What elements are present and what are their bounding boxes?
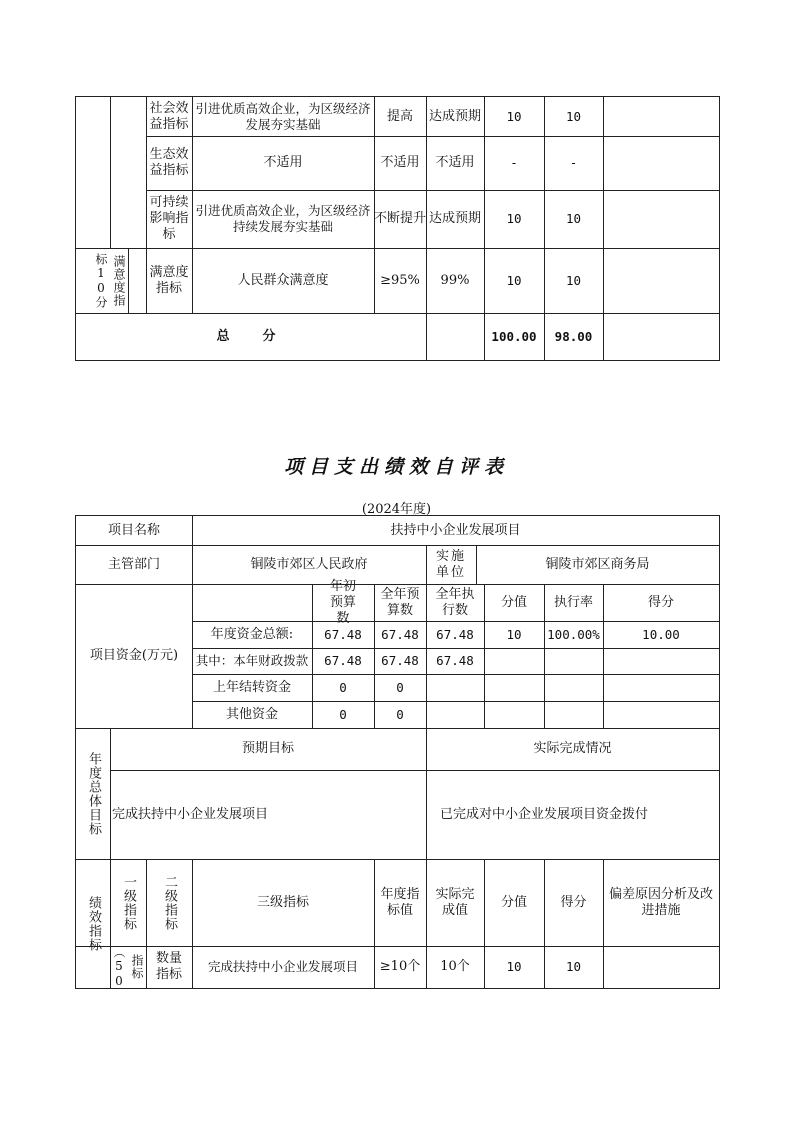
target-eco: 不适用: [380, 155, 420, 170]
actual-social: 达成预期: [428, 108, 481, 124]
goals-label: 年度总体目标: [86, 751, 101, 836]
funds-row0-c2: 67.48: [436, 626, 474, 642]
perf-row-level1-a: 指标: [130, 954, 144, 980]
funds-label: 项目资金(万元): [89, 648, 179, 663]
perf-row-level2: 数量指标: [155, 951, 182, 982]
funds-row0-c3: 10: [506, 626, 522, 642]
indicator-sustain: 可持续影响指标: [149, 195, 189, 242]
self-evaluation-table: [75, 515, 720, 989]
funds-row3-c1: 0: [396, 706, 404, 722]
perf-row-score-value: 10: [506, 959, 522, 974]
indicator-eco: 生态效益指标: [149, 147, 189, 178]
funds-row3-label: 其他资金: [225, 706, 278, 722]
score-value-satisfaction: 10: [506, 272, 522, 288]
actual-satisfaction: 99%: [440, 272, 470, 288]
project-name-value: 扶持中小企业发展项目: [390, 522, 521, 538]
funds-header-3: 分值: [500, 594, 527, 610]
funds-header-1: 全年预算数: [380, 586, 420, 618]
perf-row-actual: 10个: [440, 959, 470, 974]
funds-row0-label: 年度资金总额:: [210, 626, 294, 642]
page-title: 项目支出绩效自评表: [283, 456, 509, 478]
score-satisfaction: 10: [565, 272, 582, 288]
funds-header-2: 全年执行数: [435, 586, 475, 618]
perf-row-level3: 完成扶持中小企业发展项目: [207, 959, 358, 974]
year-subtitle: (2024年度): [361, 502, 432, 517]
perf-analysis-header: 偏差原因分析及改进措施: [609, 886, 714, 918]
funds-row0-c0: 67.48: [324, 626, 362, 642]
impl-label: 实施单位: [436, 548, 467, 580]
score-sustain: 10: [565, 211, 582, 226]
total-score-value: 100.00: [491, 328, 537, 344]
score-social: 10: [565, 108, 582, 124]
dept-label: 主管部门: [107, 556, 160, 572]
funds-header-0: 年初预算数: [329, 578, 356, 626]
indicator-satisfaction: 满意度指标: [149, 264, 189, 296]
funds-row1-label: 其中：本年财政拨款: [195, 653, 309, 668]
funds-row0-c1: 67.48: [381, 626, 419, 642]
score-value-eco: -: [510, 155, 518, 170]
perf-score-header: 得分: [560, 894, 587, 910]
perf-level3-header: 三级指标: [256, 894, 309, 910]
funds-row1-c0: 67.48: [324, 653, 362, 668]
perf-actual-header: 实际完成值: [435, 886, 475, 918]
total-label: 总 分: [216, 328, 286, 344]
project-name-label: 项目名称: [107, 522, 160, 538]
funds-header-5: 得分: [647, 594, 674, 610]
funds-row2-c1: 0: [396, 679, 404, 695]
funds-row1-c2: 67.48: [436, 653, 474, 668]
score-value-sustain: 10: [506, 211, 522, 226]
funds-row0-c4: 100.00%: [547, 626, 600, 642]
target-social: 提高: [386, 108, 413, 124]
goals-actual: 已完成对中小企业发展项目资金拨付: [440, 806, 649, 822]
actual-eco: 不适用: [435, 155, 475, 170]
content-satisfaction: 人民群众满意度: [237, 272, 329, 288]
perf-level2-header: 二级指标: [162, 874, 177, 931]
dept-value: 铜陵市郊区人民政府: [250, 556, 368, 572]
goals-expected: 完成扶持中小企业发展项目: [112, 806, 269, 822]
indicator-social: 社会效益指标: [149, 100, 189, 132]
impl-value: 铜陵市郊区商务局: [545, 556, 650, 572]
total-score: 98.00: [554, 328, 593, 344]
perf-level1-header: 一级指标: [121, 874, 136, 931]
target-sustain: 不断提升: [374, 211, 427, 226]
satisfaction-level1-a: 满意度指: [112, 254, 126, 307]
score-eco: -: [569, 155, 578, 170]
target-satisfaction: ≥95%: [380, 272, 420, 288]
performance-table-continued: [75, 96, 720, 361]
goals-expected-header: 预期目标: [241, 741, 294, 756]
perf-label: 绩效指标: [86, 895, 101, 952]
level1-cell-blank: [76, 97, 110, 248]
perf-row-level1-b: （50: [112, 945, 126, 989]
funds-row2-c0: 0: [339, 679, 347, 695]
perf-row-annual: ≥10个: [379, 959, 421, 974]
goals-actual-header: 实际完成情况: [533, 741, 612, 756]
satisfaction-level1-b: 标10分: [94, 252, 108, 309]
funds-row0-c5: 10.00: [642, 626, 680, 642]
perf-score-value-header: 分值: [500, 894, 527, 910]
funds-row1-c1: 67.48: [381, 653, 419, 668]
content-sustain: 引进优质高效企业，为区级经济持续发展夯实基础: [195, 203, 371, 234]
perf-row-score: 10: [565, 959, 582, 974]
score-value-social: 10: [506, 108, 522, 124]
perf-annual-header: 年度指标值: [380, 886, 420, 918]
funds-row3-c0: 0: [339, 706, 347, 722]
actual-sustain: 达成预期: [428, 211, 481, 226]
content-social: 引进优质高效企业，为区级经济发展夯实基础: [195, 100, 371, 132]
funds-header-4: 执行率: [553, 594, 593, 610]
content-eco: 不适用: [263, 155, 303, 170]
funds-row2-label: 上年结转资金: [212, 679, 291, 695]
